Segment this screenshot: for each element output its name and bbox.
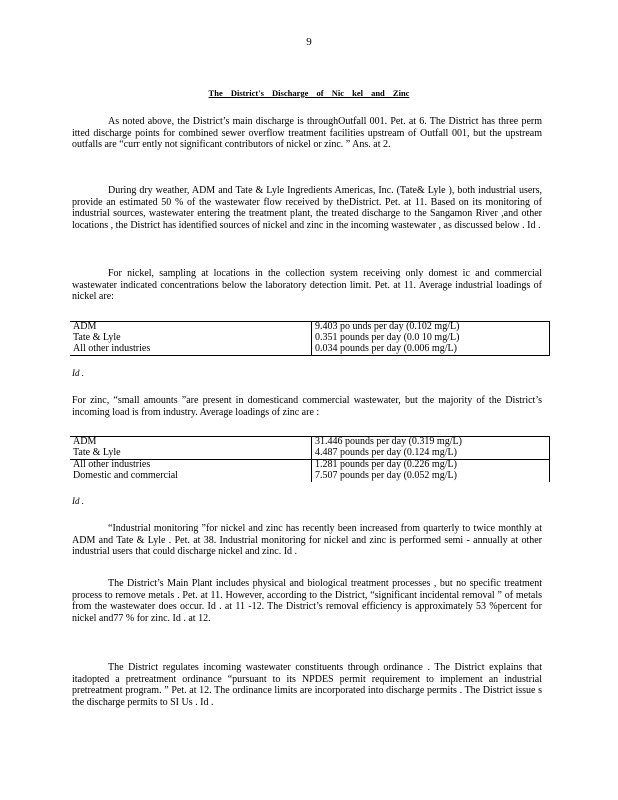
zinc-source-cell: ADM <box>70 437 312 449</box>
paragraph-nickel-text: For nickel, sampling at locations in the collection system receiving only domest ic and commercial wastewater indicated concentrations below the laboratory detection limit. Pet. at 11. Average industrial loadings of nickel are: <box>72 268 542 302</box>
zinc-loadings-table <box>70 436 550 482</box>
nickel-source-cell: Tate & Lyle <box>70 333 312 344</box>
paragraph-outfall <box>72 116 542 151</box>
paragraph-ordinance <box>72 662 542 708</box>
nickel-loadings-table <box>70 321 550 356</box>
table-row <box>70 344 550 356</box>
table-row <box>70 322 550 334</box>
page-number: 9 <box>306 36 312 48</box>
zinc-source-cell: All other industries <box>70 460 312 472</box>
paragraph-monitoring-text: “Industrial monitoring ”for nickel and zinc has recently been increased from quarterly to twice monthly at ADM and Tate & Lyle . Pet. at 38. Industrial monitoring for nickel and zinc is performed semi - annually at other industrial users that could discharge nickel and zinc. Id . <box>72 523 542 557</box>
paragraph-zinc-text: For zinc, “small amounts ”are present in domesticand commercial wastewater, but the majority of the District’s incoming load is from industry. Average loadings of zinc are : <box>72 395 542 418</box>
zinc-loading-cell: 7.507 pounds per day (0.052 mg/L) <box>312 471 550 482</box>
nickel-loading-cell: 0.034 pounds per day (0.006 mg/L) <box>312 344 550 356</box>
paragraph-dry-weather-text: During dry weather, ADM and Tate & Lyle Ingredients Americas, Inc. (Tate& Lyle ), both industrial users, provide an estimated 50 % of the wastewater flow received by theDistrict. Pet. at 11. Based on its monitoring of industrial sources, wastewater entering the treatment plant, the treated discharge to the Sangamon River ,and other locations , the District has identified sources of nickel and zinc in the incoming wastewater , as discussed below . Id . <box>72 185 542 231</box>
zinc-loading-cell: 1.281 pounds per day (0.226 mg/L) <box>312 460 550 472</box>
section-heading: The District's Discharge of Nic kel and Zinc <box>208 88 410 98</box>
citation-id: Id . <box>72 496 84 506</box>
paragraph-dry-weather <box>72 185 542 231</box>
paragraph-outfall-text: As noted above, the District’s main discharge is throughOutfall 001. Pet. at 6. The District has three perm itted discharge points for combined sewer overflow treatment facilities upstream of Outfall 001, but the upstream outfalls are “curr ently not significant contributors of nickel or zinc. ” Ans. at 2. <box>72 116 542 150</box>
table-row <box>70 437 550 449</box>
paragraph-nickel <box>72 268 542 303</box>
paragraph-main-plant <box>72 578 542 624</box>
paragraph-zinc <box>72 395 542 418</box>
citation-id: Id . <box>72 368 84 378</box>
zinc-loading-cell: 31.446 pounds per day (0.319 mg/L) <box>312 437 550 449</box>
zinc-loading-cell: 4.487 pounds per day (0.124 mg/L) <box>312 448 550 460</box>
nickel-source-cell: All other industries <box>70 344 312 356</box>
paragraph-ordinance-text: The District regulates incoming wastewater constituents through ordinance . The District explains that itadopted a pretreatment ordinance “pursuant to its NPDES permit requirement to implement an industrial pretreatment program. ” Pet. at 12. The ordinance limits are incorporated into discharge permits . The District issue s the discharge permits to SI Us . Id . <box>72 662 542 708</box>
zinc-source-cell: Domestic and commercial <box>70 471 312 482</box>
table-row <box>70 471 550 482</box>
paragraph-main-plant-text: The District’s Main Plant includes physical and biological treatment processes , but no specific treatment process to remove metals . Pet. at 11. However, according to the District, “significant incidental removal ” of metals from the wastewater does occur. Id . at 11 -12. The District’s removal efficiency is approximately 53 %percent for nickel and77 % for zinc. Id . at 12. <box>72 578 542 624</box>
table-row <box>70 448 550 460</box>
nickel-loading-cell: 0.351 pounds per day (0.0 10 mg/L) <box>312 333 550 344</box>
nickel-source-cell: ADM <box>70 322 312 334</box>
paragraph-monitoring <box>72 523 542 558</box>
nickel-loading-cell: 9.403 po unds per day (0.102 mg/L) <box>312 322 550 334</box>
zinc-source-cell: Tate & Lyle <box>70 448 312 460</box>
